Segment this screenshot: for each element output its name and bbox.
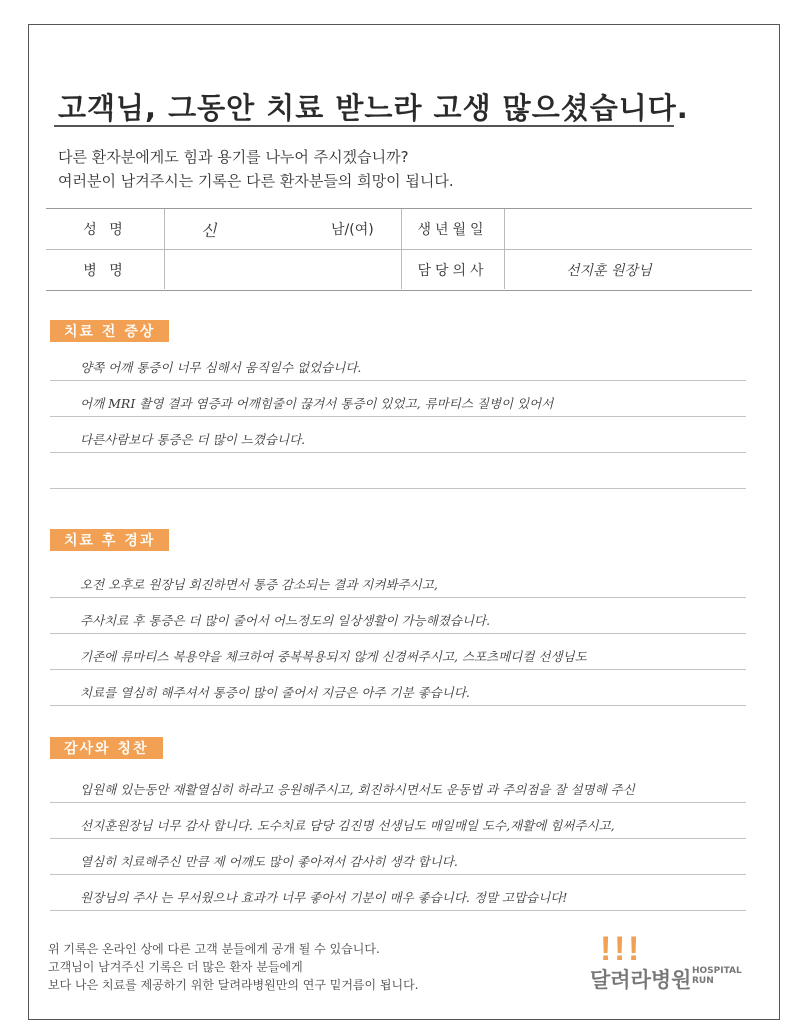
footer-line-1: 위 기록은 온라인 상에 다른 고객 분들에게 공개 될 수 있습니다.	[48, 942, 380, 956]
logo-english-name	[692, 966, 742, 986]
logo-hospital-name: 달려라병원	[590, 968, 692, 992]
gender-value: 남/(여)	[331, 222, 374, 238]
after-line-4: 치료를 열심히 해주셔서 통증이 많이 줄어서 지금은 아주 기분 좋습니다.	[80, 685, 470, 700]
before-line-3: 다른사람보다 통증은 더 많이 느꼈습니다.	[80, 432, 306, 447]
birth-label: 생년월일	[417, 222, 488, 238]
info-row-name	[46, 209, 752, 249]
footer-line-2: 고객님이 남겨주신 기록은 더 많은 환자 분들에게	[48, 960, 303, 974]
section-thanks	[50, 767, 746, 911]
doctor-label: 담당의사	[417, 263, 488, 279]
section-before-treatment	[50, 345, 746, 489]
section-badge-after: 치료 후 경과	[50, 529, 169, 551]
footer-line-3: 보다 나은 치료를 제공하기 위한 달려라병원만의 연구 밑거름이 됩니다.	[48, 978, 419, 992]
thanks-line-2: 선지훈원장님 너무 감사 합니다. 도수치료 담당 김진명 선생님도 매일매일 도수,재활에 힘써주시고,	[80, 818, 615, 833]
name-label: 성 명	[83, 222, 127, 238]
exclamation-icon: !	[614, 930, 626, 968]
thanks-line-4: 원장님의 주사 는 무서웠으나 효과가 너무 좋아서 기분이 매우 좋습니다. 정말 고맙습니다!	[80, 890, 568, 905]
intro-line-1: 다른 환자분에게도 힘과 용기를 나누어 주시겠습니까?	[58, 148, 409, 166]
before-line-1: 양쪽 어깨 통증이 너무 심해서 움직일수 없었습니다.	[80, 360, 362, 375]
title-underline	[54, 125, 674, 127]
exclamation-icon: !	[628, 930, 640, 968]
logo-english-line-2: RUN	[692, 976, 714, 986]
exclamation-icon: !	[600, 930, 612, 968]
section-after-treatment	[50, 562, 746, 706]
thanks-line-3: 열심히 치료해주신 만큼 제 어깨도 많이 좋아져서 감사히 생각 합니다.	[80, 854, 458, 869]
hospital-logo	[590, 930, 750, 1000]
intro-line-2: 여러분이 남겨주시는 기록은 다른 환자분들의 희망이 됩니다.	[58, 172, 454, 190]
page-title: 고객님, 그동안 치료 받느라 고생 많으셨습니다.	[58, 91, 689, 125]
birth-value	[516, 209, 746, 249]
after-line-3: 기존에 류마티스 복용약을 체크하여 중복복용되지 않게 신경써주시고, 스포츠메디컬 선생님도	[80, 649, 587, 664]
disease-value	[176, 250, 396, 290]
name-value: 신	[201, 220, 217, 240]
logo-english-line-1: HOSPITAL	[692, 966, 742, 976]
thanks-line-1: 입원해 있는동안 재활열심히 하라고 응원해주시고, 회진하시면서도 운동법 과 주의점을 잘 설명해 주신	[80, 782, 635, 797]
section-badge-before: 치료 전 증상	[50, 320, 169, 342]
info-row-disease	[46, 249, 752, 290]
after-line-2: 주사치료 후 통증은 더 많이 줄어서 어느정도의 일상생활이 가능해졌습니다.	[80, 613, 491, 628]
patient-info-table	[46, 208, 752, 291]
before-line-2: 어깨 MRI 촬영 결과 염증과 어깨힘줄이 끊겨서 통증이 있었고, 류마티스 질병이 있어서	[80, 396, 554, 411]
doctor-value: 선지훈 원장님	[566, 263, 652, 279]
after-line-1: 오전 오후로 원장님 회진하면서 통증 감소되는 결과 지켜봐주시고,	[80, 577, 438, 592]
disease-label: 병 명	[83, 263, 127, 279]
section-badge-thanks: 감사와 칭찬	[50, 737, 163, 759]
